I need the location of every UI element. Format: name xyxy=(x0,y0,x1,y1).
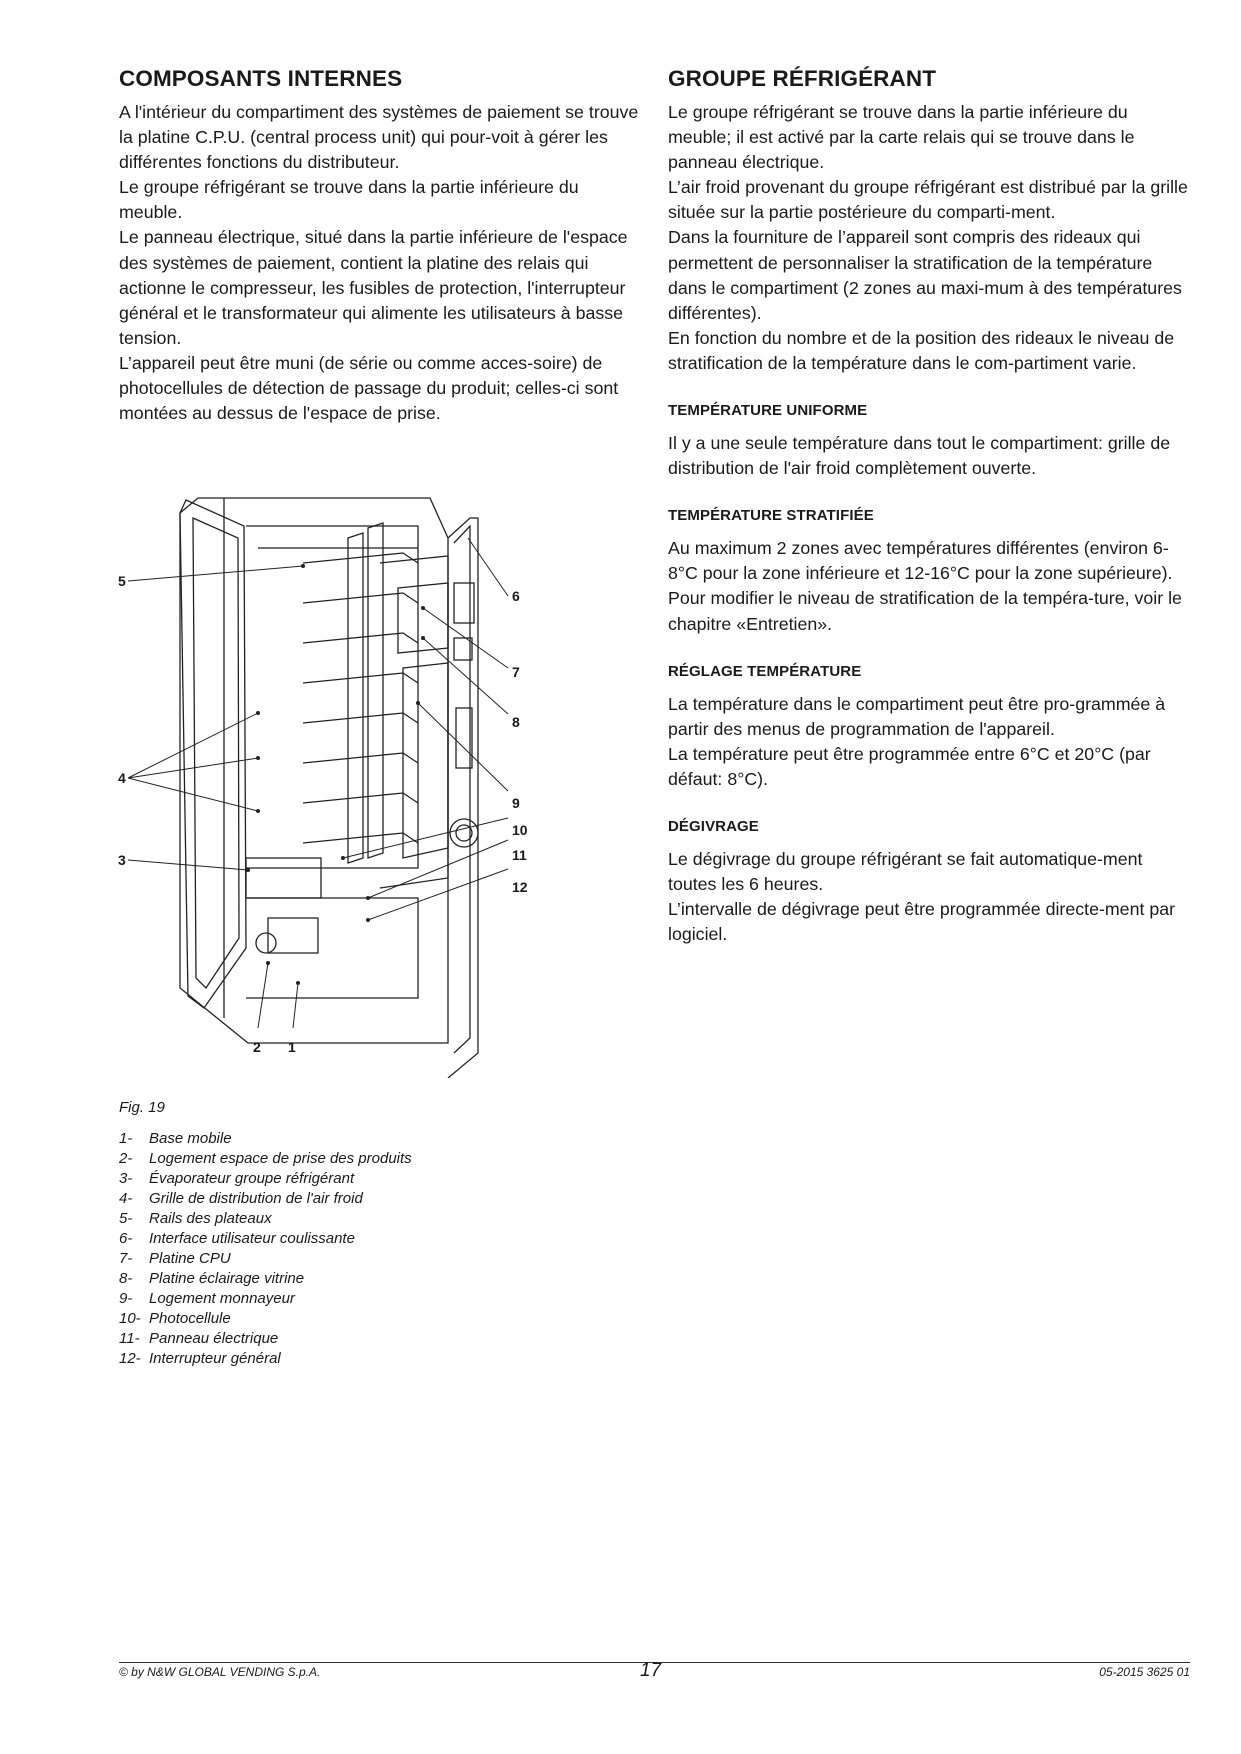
paragraph: L’air froid provenant du groupe réfrigérant est distribué par la grille située sur la partie postérieure du comparti-ment. xyxy=(668,177,1188,223)
subheading-reglage: RÉGLAGE TEMPÉRATURE xyxy=(668,662,862,680)
paragraph: A l'intérieur du compartiment des systèmes de paiement se trouve la platine C.P.U. (central process unit) qui pour-voit à gérer les différentes fonctions du distributeur. xyxy=(119,102,639,173)
right-column xyxy=(668,66,1188,947)
section-title-composants: COMPOSANTS INTERNES xyxy=(119,66,403,91)
vending-machine-diagram xyxy=(118,478,638,1078)
paragraph: Le dégivrage du groupe réfrigérant se fait automatique-ment toutes les 6 heures. xyxy=(668,848,1143,895)
legend-num: 6- xyxy=(119,1230,133,1247)
legend-text: Interface utilisateur coulissante xyxy=(149,1230,355,1247)
subheading-uniforme: TEMPÉRATURE UNIFORME xyxy=(668,402,868,420)
callout-2: 2 xyxy=(253,1039,261,1055)
section-title-groupe: GROUPE RÉFRIGÉRANT xyxy=(668,66,937,91)
uniforme-body xyxy=(668,431,1188,481)
legend-item xyxy=(119,1309,412,1329)
degivrage-body xyxy=(668,847,1188,947)
legend-item xyxy=(119,1269,412,1289)
legend-num: 10- xyxy=(119,1310,141,1327)
legend-num: 5- xyxy=(119,1210,133,1227)
callout-11: 11 xyxy=(512,847,527,863)
page-number: 17 xyxy=(640,1660,662,1681)
footer-doc-ref: 05-2015 3625 01 xyxy=(1099,1665,1190,1679)
legend-num: 12- xyxy=(119,1350,141,1367)
legend-text: Base mobile xyxy=(149,1130,232,1147)
legend-num: 9- xyxy=(119,1290,133,1307)
legend-text: Grille de distribution de l'air froid xyxy=(149,1190,363,1207)
legend-item xyxy=(119,1249,412,1269)
paragraph: L’appareil peut être muni (de série ou comme acces-soire) de photocellules de détection de passage du produit; celles-ci sont montées au dessus de l'espace de prise. xyxy=(119,352,619,424)
legend-text: Logement espace de prise des produits xyxy=(149,1150,412,1167)
legend-item xyxy=(119,1149,412,1169)
figure-caption: Fig. 19 xyxy=(119,1099,165,1116)
footer-copyright: © by N&W GLOBAL VENDING S.p.A. xyxy=(119,1665,321,1679)
callout-1: 1 xyxy=(288,1039,296,1055)
legend-item xyxy=(119,1349,412,1369)
paragraph: La température dans le compartiment peut être pro-grammée à partir des menus de programmation de l'appareil. xyxy=(668,693,1166,739)
legend-text: Panneau électrique xyxy=(149,1330,279,1347)
paragraph: La température peut être programmée entre 6°C et 20°C (par défaut: 8°C). xyxy=(668,743,1151,789)
legend-text: Logement monnayeur xyxy=(149,1290,295,1307)
legend-item xyxy=(119,1229,412,1249)
callout-6: 6 xyxy=(512,588,520,604)
left-column xyxy=(119,66,639,426)
paragraph: Dans la fourniture de l’appareil sont compris des rideaux qui permettent de personnaliser la stratification de la température dans le compartiment (2 zones au maxi-mum à des températures différentes). xyxy=(668,227,1182,323)
legend-item xyxy=(119,1169,412,1189)
subheading-stratifiee: TEMPÉRATURE STRATIFIÉE xyxy=(668,507,874,525)
legend-text: Interrupteur général xyxy=(149,1350,281,1367)
legend-item xyxy=(119,1129,412,1149)
legend-text: Platine éclairage vitrine xyxy=(149,1270,305,1287)
legend-text: Photocellule xyxy=(149,1310,231,1327)
legend-item xyxy=(119,1329,412,1349)
groupe-body xyxy=(668,100,1188,376)
paragraph: Pour modifier le niveau de stratification de la tempéra-ture, voir le chapitre «Entretien». xyxy=(668,588,1182,634)
paragraph: Au maximum 2 zones avec températures différentes (environ 6-8°C pour la zone inférieure et 12-16°C pour la zone supérieure). xyxy=(668,538,1173,584)
callout-8: 8 xyxy=(512,714,520,730)
paragraph: Le groupe réfrigérant se trouve dans la partie inférieure du meuble; il est activé par la carte relais qui se trouve dans le panneau électrique. xyxy=(668,102,1135,173)
legend-text: Évaporateur groupe réfrigérant xyxy=(149,1170,355,1187)
legend-text: Platine CPU xyxy=(149,1250,231,1267)
paragraph: L’intervalle de dégivrage peut être programmée directe-ment par logiciel. xyxy=(668,899,1176,945)
legend-item xyxy=(119,1189,412,1209)
paragraph: Il y a une seule température dans tout le compartiment: grille de distribution de l'air froid complètement ouverte. xyxy=(668,433,1171,479)
legend-item xyxy=(119,1209,412,1229)
callout-9: 9 xyxy=(512,795,520,811)
legend-num: 8- xyxy=(119,1270,133,1287)
callout-7: 7 xyxy=(512,664,520,680)
reglage-body xyxy=(668,692,1188,792)
paragraph: Le panneau électrique, situé dans la partie inférieure de l'espace des systèmes de paiement, contient la platine des relais qui actionne le compresseur, les fusibles de protection, l'interrupteur général et le transformateur qui alimente les utilisateurs à basse tension. xyxy=(119,227,628,348)
subheading-degivrage: DÉGIVRAGE xyxy=(668,817,759,835)
legend-num: 1- xyxy=(119,1130,133,1147)
callout-3: 3 xyxy=(118,852,126,868)
legend-num: 11- xyxy=(119,1330,140,1347)
figure-legend xyxy=(119,1129,412,1369)
legend-num: 2- xyxy=(119,1150,133,1167)
callout-12: 12 xyxy=(512,879,528,895)
legend-num: 3- xyxy=(119,1170,133,1187)
callout-10: 10 xyxy=(512,822,528,838)
legend-text: Rails des plateaux xyxy=(149,1210,272,1227)
paragraph: Le groupe réfrigérant se trouve dans la partie inférieure du meuble. xyxy=(119,177,579,223)
legend-item xyxy=(119,1289,412,1309)
stratifiee-body xyxy=(668,536,1188,636)
legend-num: 7- xyxy=(119,1250,133,1267)
callout-4: 4 xyxy=(118,770,126,786)
paragraph: En fonction du nombre et de la position des rideaux le niveau de stratification de la température dans le com-partiment varie. xyxy=(668,327,1175,373)
callout-5: 5 xyxy=(118,573,126,589)
composants-body xyxy=(119,100,639,426)
legend-num: 4- xyxy=(119,1190,133,1207)
